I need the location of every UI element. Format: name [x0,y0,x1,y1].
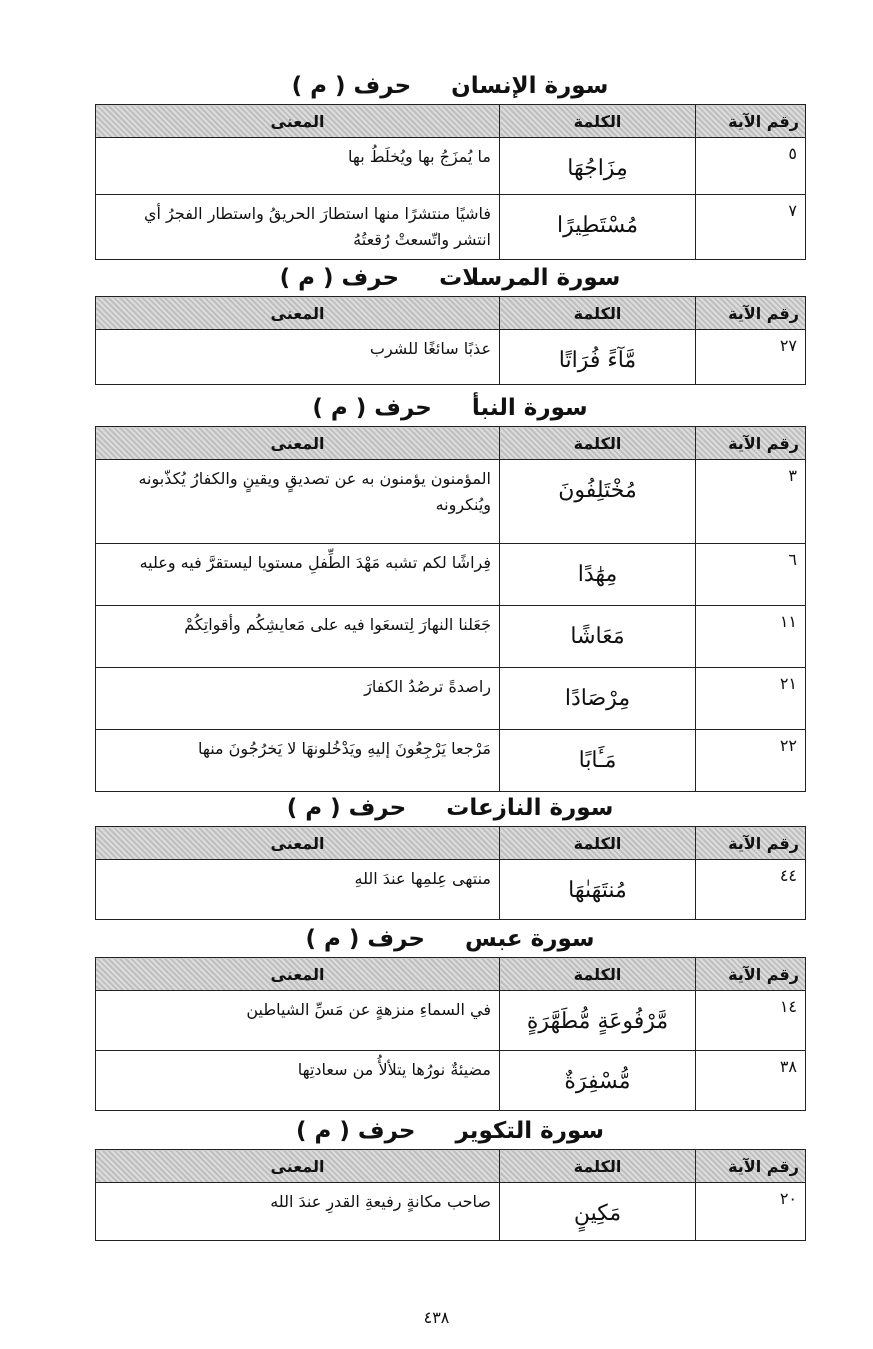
surah-title: سورة عبس [465,926,595,952]
word: مَـَٔابًا [500,730,696,792]
vocab-table [95,104,806,260]
table-header-row [96,827,806,860]
table-row [96,460,806,544]
table-row [96,1183,806,1241]
header-meaning: المعنى [96,958,500,991]
verse-number: ٢١ [696,668,806,730]
header-word: الكلمة [500,1150,696,1183]
vocab-table [95,1149,806,1241]
header-verse-number: رقم الآية [696,827,806,860]
word: مِهَٰدًا [500,544,696,606]
verse-number: ٥ [696,138,806,195]
table-row [96,860,806,920]
verse-number: ٣ [696,460,806,544]
section-al-insan [95,68,805,260]
header-verse-number: رقم الآية [696,297,806,330]
surah-title: سورة النازعات [446,795,614,821]
section-heading [95,68,805,104]
table-row [96,544,806,606]
header-verse-number: رقم الآية [696,427,806,460]
meaning: المؤمنون يؤمنون به عن تصديقٍ ويقينٍ والكفارُ يُكذّبونه ويُنكرونه [96,460,500,544]
section-abasa [95,921,805,1111]
meaning: عذبًا سائغًا للشرب [96,330,500,385]
section-heading [95,1113,805,1149]
letter-label: حرف ( م ) [286,795,407,821]
meaning: في السماءِ منزهةٍ عن مَسِّ الشياطين [96,991,500,1051]
meaning: مضيئةٌ نورُها يتلألأُ من سعادتِها [96,1051,500,1111]
word: مَكِينٍ [500,1183,696,1241]
table-header-row [96,297,806,330]
table-header-row [96,427,806,460]
table-header-row [96,958,806,991]
letter-label: حرف ( م ) [312,395,432,421]
table-row [96,730,806,792]
header-word: الكلمة [500,105,696,138]
header-verse-number: رقم الآية [696,958,806,991]
header-verse-number: رقم الآية [696,105,806,138]
meaning: ما يُمزَجُ بها ويُخلَطُ بها [96,138,500,195]
section-heading [95,790,805,826]
header-meaning: المعنى [96,105,500,138]
letter-label: حرف ( م ) [305,926,426,952]
section-al-mursalat [95,260,805,385]
vocab-table [95,957,806,1111]
table-row [96,330,806,385]
table-header-row [96,1150,806,1183]
letter-label: حرف ( م ) [295,1118,416,1144]
verse-number: ١١ [696,606,806,668]
surah-title: سورة الإنسان [451,73,609,99]
header-word: الكلمة [500,827,696,860]
table-row [96,606,806,668]
header-meaning: المعنى [96,1150,500,1183]
surah-title: سورة المرسلات [439,265,621,291]
letter-label: حرف ( م ) [291,73,412,99]
surah-title: سورة التكوير [455,1118,605,1144]
meaning: مَرْجعا يَرْجِعُونَ إليهِ ويَدْخُلونهَا لا يَخرُجُونَ منها [96,730,500,792]
header-verse-number: رقم الآية [696,1150,806,1183]
section-an-naziat [95,790,805,920]
header-word: الكلمة [500,297,696,330]
section-heading [95,921,805,957]
header-meaning: المعنى [96,427,500,460]
verse-number: ٢٠ [696,1183,806,1241]
word: مُسْتَطِيرًا [500,195,696,260]
word: مُنتَهَىٰهَا [500,860,696,920]
page-number: ٤٣٨ [423,1308,450,1327]
word: مَّآءً فُرَاتًا [500,330,696,385]
word: مِرْصَادًا [500,668,696,730]
table-row [96,1051,806,1111]
section-an-naba [95,390,805,792]
table-row [96,991,806,1051]
vocab-table [95,296,806,385]
header-meaning: المعنى [96,827,500,860]
letter-label: حرف ( م ) [279,265,400,291]
word: مُخْتَلِفُونَ [500,460,696,544]
header-word: الكلمة [500,427,696,460]
header-word: الكلمة [500,958,696,991]
meaning: فِراشًا لكم تشبه مَهْدَ الطِّفلِ مستويا ليستقرَّ فيه وعليه [96,544,500,606]
table-header-row [96,105,806,138]
meaning: راصدةً ترصُدُ الكفارَ [96,668,500,730]
verse-number: ١٤ [696,991,806,1051]
verse-number: ٣٨ [696,1051,806,1111]
table-row [96,138,806,195]
table-row [96,195,806,260]
surah-title: سورة النبأ [471,395,588,421]
word: مِزَاجُهَا [500,138,696,195]
meaning: منتهى عِلمِها عندَ اللهِ [96,860,500,920]
meaning: فاشيًا منتشرًا منها استطارَ الحريقُ واستطار الفجرُ أي انتشر واتّسعتْ رُقعتُهُ [96,195,500,260]
section-heading [95,390,805,426]
verse-number: ٦ [696,544,806,606]
meaning: جَعَلنا النهارَ لِتسعَوا فيه على مَعايشِكُم وأقواتِكُمْ [96,606,500,668]
header-meaning: المعنى [96,297,500,330]
verse-number: ٤٤ [696,860,806,920]
word: مَّرْفُوعَةٍ مُّطَهَّرَةٍ [500,991,696,1051]
verse-number: ٧ [696,195,806,260]
table-row [96,668,806,730]
section-at-takwir [95,1113,805,1241]
verse-number: ٢٢ [696,730,806,792]
section-heading [95,260,805,296]
meaning: صاحب مكانةٍ رفيعةِ القدرِ عندَ الله [96,1183,500,1241]
word: مَعَاشًا [500,606,696,668]
verse-number: ٢٧ [696,330,806,385]
vocab-table [95,826,806,920]
word: مُّسْفِرَةٌ [500,1051,696,1111]
vocab-table [95,426,806,792]
